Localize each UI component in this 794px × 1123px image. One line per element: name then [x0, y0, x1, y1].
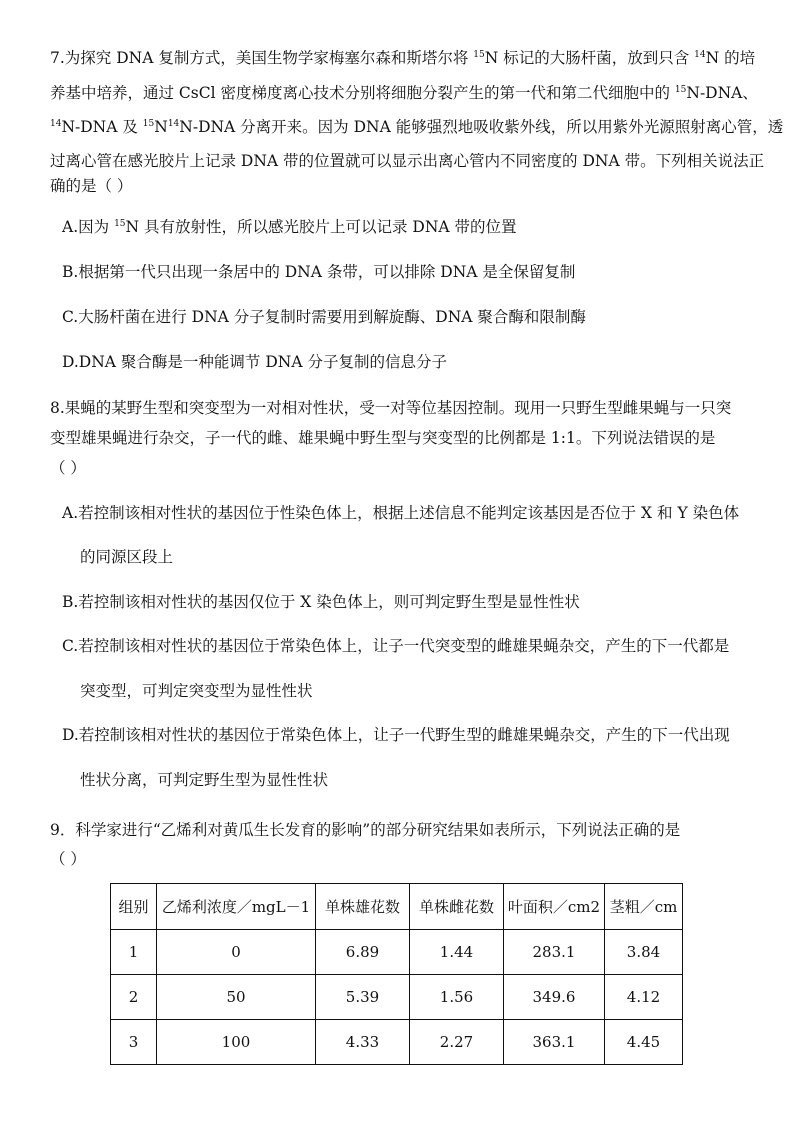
q8-option-d-line-1: D.若控制该相对性状的基因位于常染色体上，让子一代野生型的雌雄果蝇杂交，产生的下一代出现: [62, 726, 730, 744]
q7-stem-line-3: [50, 117, 783, 137]
table-cell: 349.6: [504, 975, 605, 1020]
superscript: 14: [694, 50, 706, 60]
option-text: A.因为: [62, 218, 115, 236]
table-row: [111, 975, 683, 1020]
table-cell: 4.45: [605, 1020, 683, 1065]
table-cell: 50: [157, 975, 316, 1020]
table-row: [111, 930, 683, 975]
table-cell: 3.84: [605, 930, 683, 975]
q9-stem-line-2: （ ）: [50, 850, 86, 868]
q7-option-c: C.大肠杆菌在进行 DNA 分子复制时需要用到解旋酶、DNA 聚合酶和限制酶: [62, 308, 586, 326]
table-header-cell: 单株雌花数: [410, 884, 504, 930]
q8-option-c-line-2: 突变型，可判定突变型为显性性状: [80, 682, 313, 700]
q9-stem-line-1: 9．科学家进行“乙烯利对黄瓜生长发育的影响”的部分研究结果如表所示，下列说法正确的是: [50, 821, 681, 839]
q7-stem-line-4: 过离心管在感光胶片上记录 DNA 带的位置就可以显示出离心管内不同密度的 DNA 带。下列相关说法正: [50, 152, 765, 170]
q8-option-b: B.若控制该相对性状的基因仅位于 X 染色体上，则可判定野生型是显性性状: [62, 593, 580, 611]
q7-option-b: B.根据第一代只出现一条居中的 DNA 条带，可以排除 DNA 是全保留复制: [62, 263, 576, 281]
table-cell: 1: [111, 930, 157, 975]
q7-text: N: [154, 118, 168, 136]
q7-text: N-DNA、: [686, 84, 758, 102]
q8-stem-line-3: （ ）: [50, 459, 86, 477]
q7-stem-line-2: [50, 83, 758, 103]
table-cell: 5.39: [316, 975, 410, 1020]
q8-stem-line-1: 8.果蝇的某野生型和突变型为一对相对性状，受一对等位基因控制。现用一只野生型雌果蝇与一只突: [50, 399, 732, 417]
q7-text: N 标记的大肠杆菌，放到只含: [484, 49, 695, 67]
q7-option-a: [62, 217, 517, 237]
table-header-cell: 茎粗／cm: [605, 884, 683, 930]
table-cell: 4.12: [605, 975, 683, 1020]
superscript: 15: [142, 119, 155, 129]
table-cell: 1.56: [410, 975, 504, 1020]
table-cell: 100: [157, 1020, 316, 1065]
q8-option-d-line-2: 性状分离，可判定野生型为显性性状: [80, 771, 329, 789]
q8-option-c-line-1: C.若控制该相对性状的基因位于常染色体上，让子一代突变型的雌雄果蝇杂交，产生的下一代都是: [62, 637, 730, 655]
q7-text: 7.为探究 DNA 复制方式，美国生物学家梅塞尔森和斯塔尔将: [50, 49, 474, 67]
table-header-cell: 乙烯利浓度／mgL－1: [157, 884, 316, 930]
table-cell: 1.44: [410, 930, 504, 975]
table-row: [111, 1020, 683, 1065]
option-text: N 具有放射性，所以感光胶片上可以记录 DNA 带的位置: [125, 218, 517, 236]
table-cell: 6.89: [316, 930, 410, 975]
q7-stem-line-1: [50, 48, 755, 68]
table-cell: 363.1: [504, 1020, 605, 1065]
q8-option-a-line-1: A.若控制该相对性状的基因位于性染色体上，根据上述信息不能判定该基因是否位于 X 和 Y 染色体: [62, 504, 740, 522]
q7-option-d: D.DNA 聚合酶是一种能调节 DNA 分子复制的信息分子: [62, 353, 447, 371]
table-cell: 0: [157, 930, 316, 975]
table-cell: 4.33: [316, 1020, 410, 1065]
table-header-cell: 组别: [111, 884, 157, 930]
superscript: 14: [50, 119, 62, 129]
superscript: 14: [167, 119, 180, 129]
results-table: [110, 883, 683, 1065]
q7-text: 养基中培养，通过 CsCl 密度梯度离心技术分别将细胞分裂产生的第一代和第二代细胞中的: [50, 84, 675, 102]
q7-text: N-DNA 及: [61, 118, 143, 136]
q7-text: N 的培: [705, 49, 756, 67]
q7-text: N-DNA 分离开来。因为 DNA 能够强烈地吸收紫外线，所以用紫外光源照射离心管，透: [179, 118, 784, 136]
q8-option-a-line-2: 的同源区段上: [80, 548, 174, 566]
table-cell: 2.27: [410, 1020, 504, 1065]
superscript: 15: [114, 219, 126, 229]
superscript: 15: [674, 85, 687, 95]
table-header-cell: 叶面积／cm2: [504, 884, 605, 930]
superscript: 15: [473, 50, 485, 60]
table-header-cell: 单株雄花数: [316, 884, 410, 930]
table-cell: 3: [111, 1020, 157, 1065]
table-header-row: [111, 884, 683, 930]
table-cell: 283.1: [504, 930, 605, 975]
table-cell: 2: [111, 975, 157, 1020]
q7-stem-line-5: 确的是（ ）: [50, 177, 133, 195]
q8-stem-line-2: 变型雄果蝇进行杂交，子一代的雌、雄果蝇中野生型与突变型的比例都是 1:1。下列说法错误的是: [50, 429, 716, 447]
